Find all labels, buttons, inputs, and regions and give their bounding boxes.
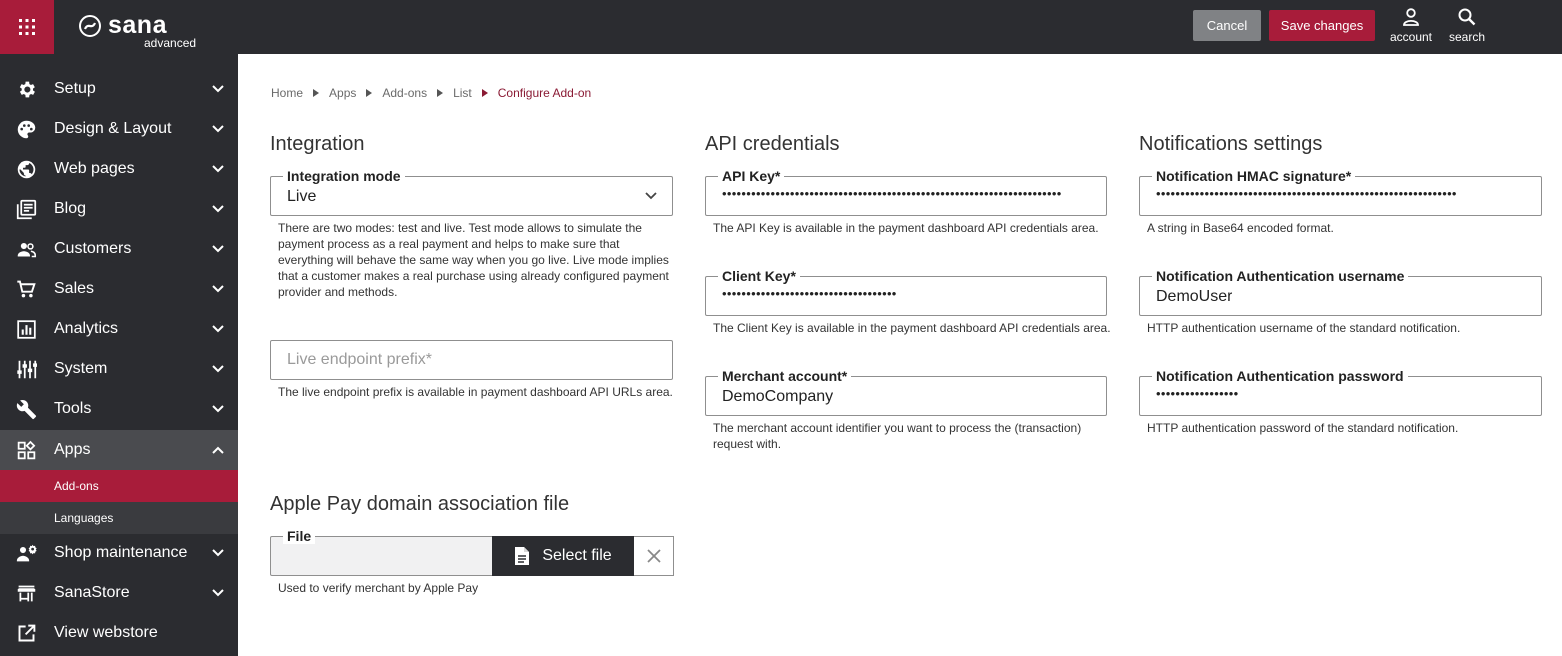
- integration-mode-hint-line: that a customer makes a real purchase using already configured payment: [278, 269, 669, 283]
- api-key-hint: The API Key is available in the payment dashboard API credentials area.: [713, 221, 1099, 235]
- integration-mode-hint-line: payment process as a real payment and helps to make sure that: [278, 237, 620, 251]
- breadcrumb-apps[interactable]: Apps: [329, 86, 357, 100]
- sidebar-item-label: Apps: [54, 441, 91, 458]
- sidebar-item-customers[interactable]: [0, 229, 238, 269]
- notification-hmac-hint: A string in Base64 encoded format.: [1147, 221, 1334, 235]
- client-key-hint: The Client Key is available in the payment dashboard API credentials area.: [713, 321, 1111, 335]
- breadcrumb-separator-icon: [427, 89, 453, 97]
- analytics-icon: [15, 319, 37, 339]
- chevron-down-icon: [211, 203, 225, 215]
- sidebar-subitem-add-ons[interactable]: Add-ons: [0, 470, 238, 502]
- sliders-icon: [15, 359, 37, 379]
- integration-mode-hint-line: There are two modes: test and live. Test mode allows to simulate the: [278, 221, 642, 235]
- sidebar-item-apps[interactable]: [0, 430, 238, 470]
- sidebar-item-label: View webstore: [54, 624, 158, 641]
- save-changes-button[interactable]: Save changes: [1269, 10, 1375, 41]
- breadcrumb-configure-add-on: Configure Add-on: [497, 86, 592, 100]
- sidebar-item-shop-maintenance[interactable]: [0, 533, 238, 573]
- notifications-section-title: Notifications settings: [1139, 133, 1323, 155]
- clear-file-button[interactable]: [634, 536, 674, 576]
- merchant-account-hint-line: The merchant account identifier you want to process the (transaction): [713, 421, 1082, 435]
- sidebar-item-tools[interactable]: [0, 389, 238, 429]
- customers-icon: [15, 239, 37, 259]
- sidebar-item-label: System: [54, 360, 108, 377]
- api-credentials-section-title: API credentials: [705, 133, 840, 155]
- chevron-down-icon: [211, 403, 225, 415]
- sidebar-item-label: Analytics: [54, 320, 119, 337]
- sidebar-item-label: Shop maintenance: [54, 544, 188, 561]
- breadcrumb-home[interactable]: Home: [271, 86, 304, 100]
- wrench-icon: [15, 399, 37, 419]
- sidebar-item-label: Setup: [54, 80, 96, 97]
- notification-password-input[interactable]: [1139, 368, 1542, 416]
- integration-mode-hint-line: provider and methods.: [278, 285, 398, 299]
- top-bar: [0, 0, 1562, 54]
- sidebar: [0, 54, 238, 656]
- notification-hmac-input[interactable]: [1139, 168, 1542, 216]
- chevron-down-icon: [211, 123, 225, 135]
- chevron-down-icon: [211, 547, 225, 559]
- logo-text: sana: [108, 11, 167, 39]
- notification-username-hint: HTTP authentication username of the standard notification.: [1147, 321, 1461, 335]
- logo-subtext: advanced: [144, 36, 197, 50]
- applepay-section-title: Apple Pay domain association file: [270, 493, 570, 515]
- sana-logo-icon: [78, 14, 102, 38]
- close-icon: [647, 549, 661, 563]
- chevron-down-icon: [211, 323, 225, 335]
- chevron-up-icon: [211, 444, 225, 456]
- sidebar-item-label: Design & Layout: [54, 120, 172, 137]
- select-file-button[interactable]: [492, 536, 634, 576]
- grid-icon: [18, 18, 36, 36]
- merchant-account-hint: [713, 420, 1103, 452]
- breadcrumb-separator-icon: [303, 89, 329, 97]
- external-link-icon: [15, 623, 37, 643]
- merchant-account-input[interactable]: [705, 368, 1107, 416]
- notification-username-input[interactable]: [1139, 268, 1542, 316]
- sidebar-item-sanastore[interactable]: [0, 573, 238, 613]
- sidebar-item-label: Sales: [54, 280, 95, 297]
- breadcrumb-separator-icon: [356, 89, 382, 97]
- api-key-value: ••••••••••••••••••••••••••••••••••••••••••••••••••••••••••••••••••••••: [722, 186, 1062, 201]
- chevron-down-icon: [211, 363, 225, 375]
- sidebar-item-blog[interactable]: [0, 189, 238, 229]
- gear-icon: [15, 79, 37, 99]
- integration-mode-value: Live: [287, 188, 317, 205]
- search-label: search: [1448, 30, 1486, 44]
- palette-icon: [15, 119, 37, 139]
- document-icon: [514, 546, 530, 566]
- cart-icon: [15, 279, 37, 299]
- globe-icon: [15, 159, 37, 179]
- sidebar-item-label: Customers: [54, 240, 132, 257]
- sana-logo[interactable]: [78, 11, 197, 50]
- sidebar-item-web-pages[interactable]: [0, 149, 238, 189]
- maintenance-icon: [15, 543, 37, 563]
- integration-mode-label: Integration mode: [283, 168, 405, 184]
- live-endpoint-prefix-placeholder: Live endpoint prefix*: [287, 351, 432, 368]
- breadcrumb-list[interactable]: List: [453, 86, 472, 100]
- sidebar-item-label: Tools: [54, 400, 92, 417]
- client-key-value: ••••••••••••••••••••••••••••••••••••: [722, 286, 897, 301]
- integration-mode-select[interactable]: [270, 168, 673, 216]
- account-icon: [1401, 7, 1421, 27]
- notification-username-value: DemoUser: [1156, 288, 1233, 305]
- blog-icon: [15, 199, 37, 219]
- cancel-button[interactable]: Cancel: [1193, 10, 1261, 41]
- notification-username-label: Notification Authentication username: [1152, 268, 1408, 284]
- sidebar-item-label: Blog: [54, 200, 87, 217]
- account-label: account: [1389, 30, 1433, 44]
- file-label: File: [283, 528, 315, 544]
- integration-mode-hint: [278, 220, 678, 300]
- live-endpoint-prefix-input[interactable]: [270, 340, 673, 380]
- api-key-label: API Key*: [718, 168, 784, 184]
- sidebar-item-setup[interactable]: [0, 69, 238, 109]
- client-key-label: Client Key*: [718, 268, 800, 284]
- sidebar-item-design-layout[interactable]: [0, 109, 238, 149]
- sidebar-subitem-languages[interactable]: Languages: [0, 502, 238, 534]
- notification-hmac-value: ••••••••••••••••••••••••••••••••••••••••••••••••••••••••••••••: [1156, 186, 1457, 201]
- applepay-file-field: [270, 528, 673, 576]
- applepay-file-hint: Used to verify merchant by Apple Pay: [278, 581, 479, 595]
- store-icon: [15, 583, 37, 603]
- client-key-input[interactable]: [705, 268, 1107, 316]
- merchant-account-hint-line: request with.: [713, 437, 782, 451]
- search-button[interactable]: [1442, 7, 1492, 47]
- select-file-label: Select file: [542, 547, 612, 564]
- notification-password-value: •••••••••••••••••: [1156, 386, 1239, 401]
- apps-icon: [15, 440, 37, 460]
- breadcrumb: [271, 86, 591, 100]
- chevron-down-icon: [211, 283, 225, 295]
- sidebar-item-sales[interactable]: [0, 269, 238, 309]
- notification-password-label: Notification Authentication password: [1152, 368, 1408, 384]
- merchant-account-label: Merchant account*: [718, 368, 851, 384]
- breadcrumb-separator-icon: [472, 89, 498, 97]
- chevron-down-icon: [211, 243, 225, 255]
- breadcrumb-add-ons[interactable]: Add-ons: [382, 86, 428, 100]
- search-icon: [1457, 7, 1477, 27]
- chevron-down-icon: [211, 587, 225, 599]
- sidebar-item-analytics[interactable]: [0, 309, 238, 349]
- api-key-input[interactable]: [705, 168, 1107, 216]
- sidebar-item-label: Web pages: [54, 160, 135, 177]
- notification-password-hint: HTTP authentication password of the standard notification.: [1147, 421, 1459, 435]
- sidebar-item-system[interactable]: [0, 349, 238, 389]
- chevron-down-icon: [211, 83, 225, 95]
- integration-mode-hint-line: everything will behave the same way when you go live. Live mode implies: [278, 253, 669, 267]
- chevron-down-icon: [211, 163, 225, 175]
- notification-hmac-label: Notification HMAC signature*: [1152, 168, 1355, 184]
- account-button[interactable]: [1386, 7, 1436, 47]
- sidebar-item-view-webstore[interactable]: [0, 613, 238, 653]
- live-endpoint-prefix-hint: The live endpoint prefix is available in payment dashboard API URLs area.: [278, 385, 673, 399]
- app-launcher-button[interactable]: [0, 0, 54, 54]
- chevron-down-icon: [644, 191, 658, 201]
- merchant-account-value: DemoCompany: [722, 388, 834, 405]
- integration-section-title: Integration: [270, 133, 365, 155]
- sidebar-item-label: SanaStore: [54, 584, 130, 601]
